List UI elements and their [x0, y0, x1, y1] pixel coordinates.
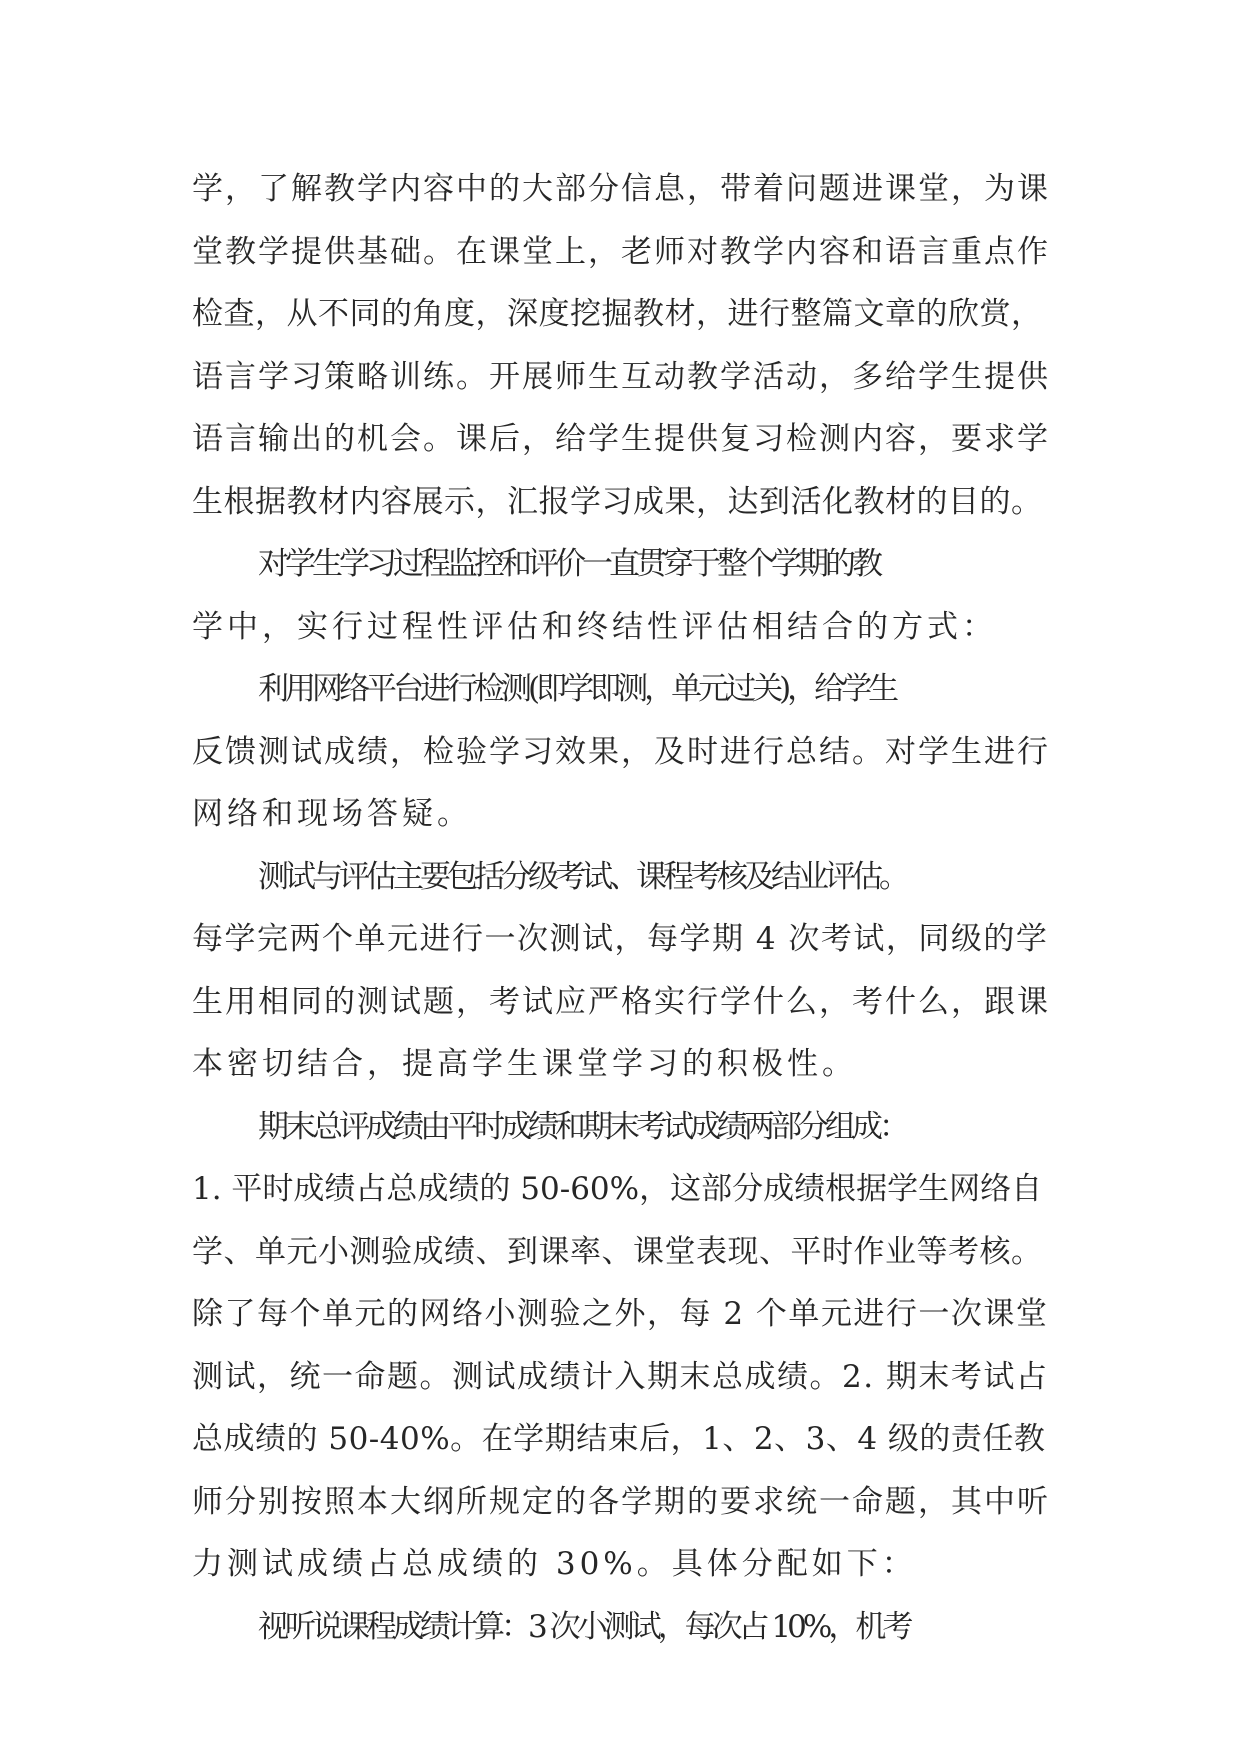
body-text: [192, 158, 1052, 1658]
text-line: 网络和现场答疑。: [192, 796, 472, 832]
text-line: 对学生学习过程监控和评价一直贯穿于整个学期的教: [258, 546, 879, 582]
text-line: 学，了解教学内容中的大部分信息，带着问题进课堂，为课: [192, 171, 1050, 207]
text-line: 视听说课程成绩计算：3 次小测试，每次占 10%，机考: [258, 1608, 910, 1645]
text-line: 除了每个单元的网络小测验之外，每 2 个单元进行一次课堂: [192, 1296, 1049, 1332]
text-line: 语言输出的机会。课后，给学生提供复习检测内容，要求学: [192, 421, 1050, 457]
text-line: 堂教学提供基础。在课堂上，老师对教学内容和语言重点作: [192, 233, 1050, 270]
text-line: 学、单元小测验成绩、到课率、课堂表现、平时作业等考核。: [192, 1233, 1043, 1270]
text-line: 反馈测试成绩，检验学习效果，及时进行总结。对学生进行: [192, 733, 1050, 770]
text-line: 总成绩的 50-40%。在学期结束后，1、2、3、4 级的责任教: [192, 1421, 1046, 1457]
text-line: 语言学习策略训练。开展师生互动教学活动，多给学生提供: [192, 358, 1050, 395]
text-line: 生用相同的测试题，考试应严格实行学什么，考什么，跟课: [192, 983, 1050, 1020]
text-line: 本密切结合，提高学生课堂学习的积极性。: [192, 1046, 857, 1082]
text-line: 测试与评估主要包括分级考试、课程考核及结业评估。: [258, 858, 906, 895]
text-line: 测试，统一命题。测试成绩计入期末总成绩。2. 期末考试占: [192, 1358, 1049, 1395]
text-line: 期末总评成绩由平时成绩和期末考试成绩两部分组成：: [258, 1108, 906, 1145]
text-line: 每学完两个单元进行一次测试，每学期 4 次考试，同级的学: [192, 921, 1049, 957]
text-line: 1. 平时成绩占总成绩的 50-60%，这部分成绩根据学生网络自: [192, 1171, 1043, 1207]
text-line: 师分别按照本大纲所规定的各学期的要求统一命题，其中听: [192, 1483, 1050, 1520]
text-line: 利用网络平台进行检测(即学即测，单元过关)，给学生: [258, 671, 896, 707]
text-line: 学中，实行过程性评估和终结性评估相结合的方式：: [192, 608, 997, 645]
text-line: 生根据教材内容展示，汇报学习成果，达到活化教材的目的。: [192, 483, 1043, 520]
text-line: 力测试成绩占总成绩的 30%。具体分配如下：: [192, 1546, 917, 1582]
text-line: 检查，从不同的角度，深度挖掘教材，进行整篇文章的欣赏，: [192, 296, 1043, 332]
